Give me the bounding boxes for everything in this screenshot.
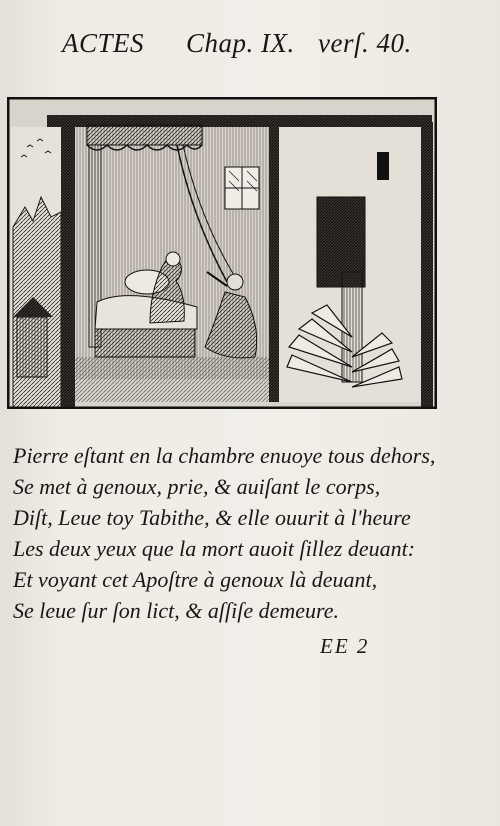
verse-line: Et voyant cet Apoſtre à genoux là deuant, [13, 567, 378, 592]
running-head-book: ACTES [62, 28, 145, 58]
signature-mark: EE 2 [320, 634, 370, 658]
woodcut-image [7, 97, 437, 409]
running-head-chapter: Chap. IX. [186, 28, 295, 58]
verse-line: Diſt, Leue toy Tabithe, & elle ouurit à l'heure [13, 505, 411, 530]
running-head-verse: verſ. 40. [318, 28, 412, 58]
verse-line: Pierre eſtant en la chambre enuoye tous dehors, [13, 443, 436, 468]
verse-line: Se leue ſur ſon lict, & aſſiſe demeure. [13, 598, 340, 623]
verse-line: Les deux yeux que la mort auoit ſillez deuant: [13, 536, 416, 561]
woodcut-illustration [7, 97, 437, 409]
verse-text [13, 440, 483, 626]
verse-line: Se met à genoux, prie, & auiſant le corps, [13, 474, 381, 499]
